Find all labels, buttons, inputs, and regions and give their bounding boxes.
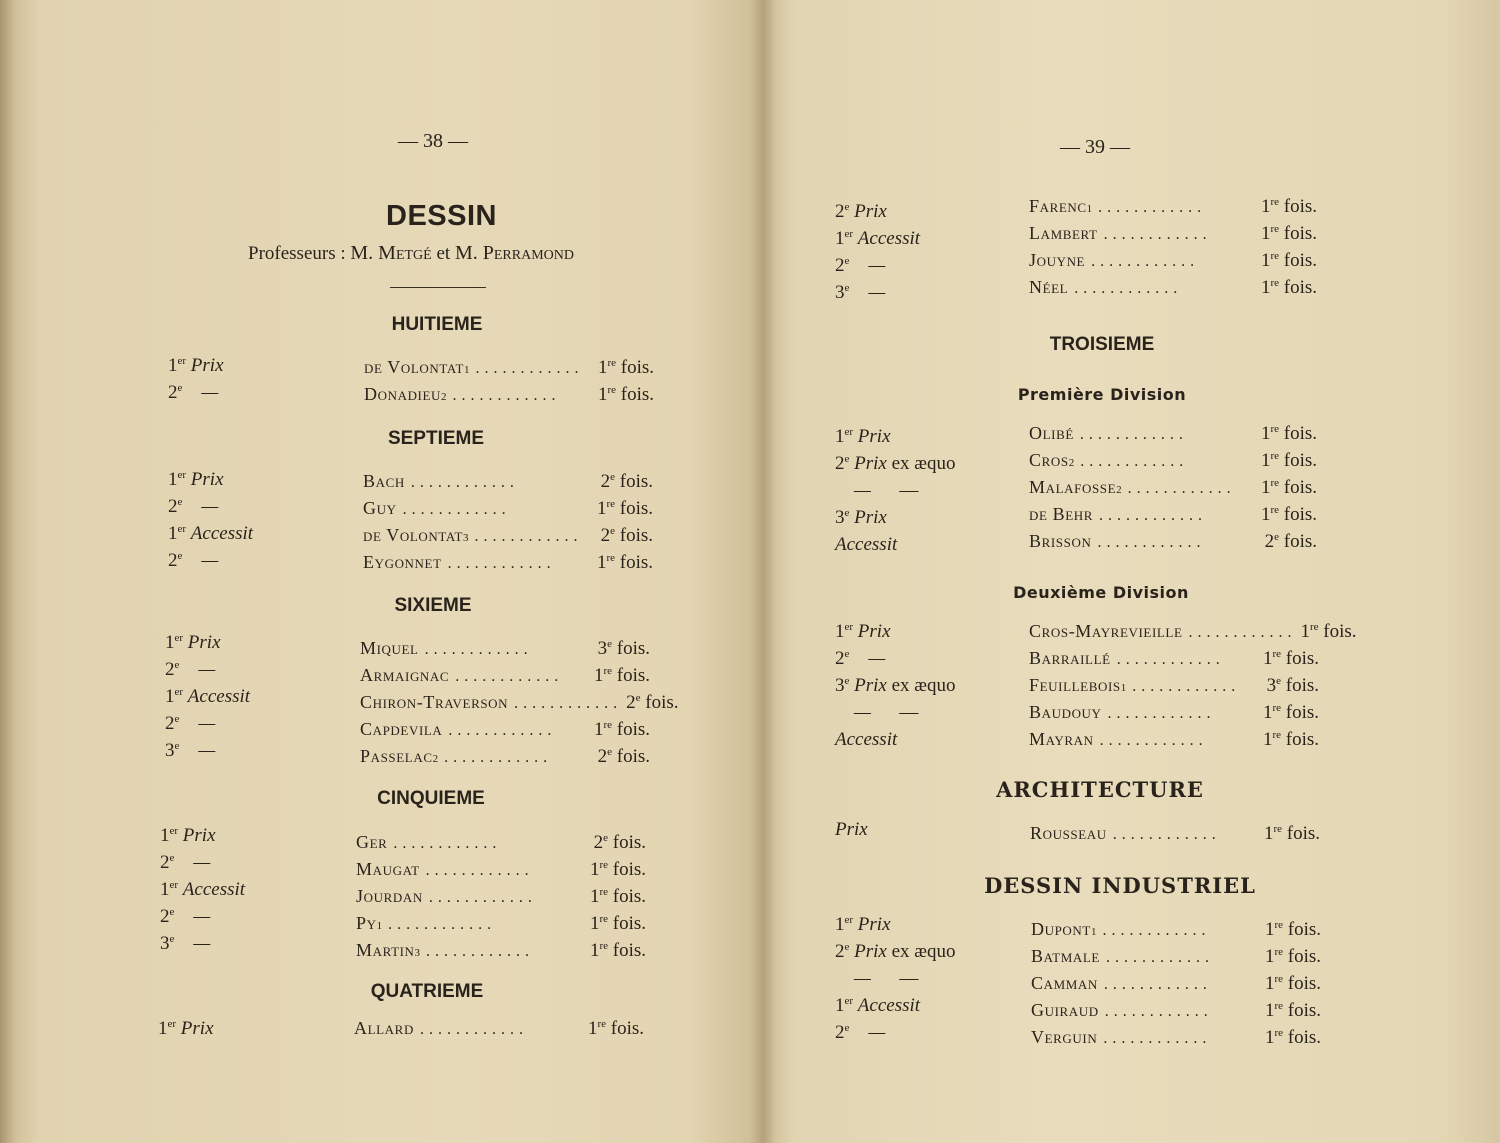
prize-label: Accessit	[835, 729, 898, 750]
list-item: Batmale ............ 1re fois.	[1031, 946, 1321, 967]
prize-label: — —	[854, 702, 919, 723]
names-column	[356, 829, 646, 964]
list-item: de Behr ............ 1re fois.	[1029, 504, 1317, 525]
divider	[390, 287, 486, 288]
list-item: Jouyne ............ 1re fois.	[1029, 250, 1317, 271]
names-column	[1029, 420, 1317, 555]
prize-label: 1er Prix	[835, 914, 891, 935]
prize-label: 2e —	[835, 255, 886, 276]
list-item: Py 1 ............ 1re fois.	[356, 913, 646, 934]
list-item: Barraillé ............ 1re fois.	[1029, 648, 1319, 669]
section-heading: QUATRIEME	[370, 981, 484, 1002]
list-item: Donadieu 2 ............ 1re fois.	[364, 384, 654, 405]
prize-label: 2e —	[160, 852, 211, 873]
section-heading: TROISIEME	[1049, 334, 1155, 355]
prize-label: 1er Accessit	[168, 523, 254, 544]
list-item: Miquel ............ 3e fois.	[360, 638, 650, 659]
list-item: Chiron-Traverson ............ 2e fois.	[360, 692, 679, 713]
list-item: Mayran ............ 1re fois.	[1029, 729, 1319, 750]
list-item: Lambert ............ 1re fois.	[1029, 223, 1317, 244]
section-heading: HUITIEME	[391, 314, 483, 335]
page-number: — 38 —	[398, 130, 468, 152]
prize-label: 2e Prix	[835, 201, 887, 222]
prize-label: 1er Prix	[168, 355, 224, 376]
prize-column	[835, 911, 1005, 1046]
division-heading: Deuxième Division	[1013, 583, 1189, 602]
names-column	[1029, 193, 1317, 301]
professor-name: M. Metgé	[350, 242, 432, 264]
names-column	[354, 1015, 644, 1042]
prize-label: 3e —	[160, 933, 211, 954]
list-item: Armaignac ............ 1re fois.	[360, 665, 650, 686]
prize-label: 1er Prix	[158, 1018, 214, 1039]
prize-label: 3e Prix	[835, 507, 887, 528]
prize-label: 2e —	[168, 550, 219, 571]
prize-label: 3e —	[165, 740, 216, 761]
list-item: Allard ............ 1re fois.	[354, 1018, 644, 1039]
right-page	[765, 0, 1500, 1143]
prize-column	[165, 629, 295, 764]
names-column	[1031, 916, 1321, 1051]
division-heading: Première Division	[1017, 385, 1187, 404]
list-item: Martin 3 ............ 1re fois.	[356, 940, 646, 961]
prize-column	[835, 423, 1005, 558]
prize-label: 2e Prix ex æquo	[835, 941, 956, 962]
prize-label: 2e —	[165, 713, 216, 734]
list-item: Ger ............ 2e fois.	[356, 832, 646, 853]
list-item: de Volontat 3 ............ 2e fois.	[363, 525, 653, 546]
list-item: Néel ............ 1re fois.	[1029, 277, 1317, 298]
section-heading: SIXIEME	[394, 595, 472, 616]
prize-label: 3e —	[835, 282, 886, 303]
prize-label: 1er Accessit	[835, 995, 921, 1016]
prize-column	[158, 1015, 288, 1042]
prize-label: Prix	[835, 819, 868, 840]
page-number: — 39 —	[1060, 136, 1130, 158]
list-item: Guy ............ 1re fois.	[363, 498, 653, 519]
professor-name: M. Perramond	[454, 242, 574, 264]
list-item: Rousseau ............ 1re fois.	[1030, 823, 1320, 844]
names-column	[364, 354, 654, 408]
list-item: Jourdan ............ 1re fois.	[356, 886, 646, 907]
prize-label: 1er Accessit	[835, 228, 921, 249]
prize-column	[168, 352, 288, 406]
prize-column	[160, 822, 290, 957]
prize-label: 2e —	[168, 496, 219, 517]
list-item: Passelac 2 ............ 2e fois.	[360, 746, 650, 767]
list-item: Malafosse 2 ............ 1re fois.	[1029, 477, 1317, 498]
professors-conjunction: et	[436, 243, 451, 264]
prize-column	[835, 198, 975, 306]
list-item: Cros-Mayrevieille ............ 1re fois.	[1029, 621, 1357, 642]
prize-label: 2e —	[835, 648, 886, 669]
section-heading: CINQUIEME	[377, 788, 485, 809]
prize-label: 1er Accessit	[160, 879, 246, 900]
list-item: Dupont 1 ............ 1re fois.	[1031, 919, 1321, 940]
section-heading: ARCHITECTURE	[996, 777, 1204, 802]
section-heading: DESSIN INDUSTRIEL	[984, 873, 1256, 898]
list-item: Baudouy ............ 1re fois.	[1029, 702, 1319, 723]
list-item: Olibé ............ 1re fois.	[1029, 423, 1317, 444]
list-item: Camman ............ 1re fois.	[1031, 973, 1321, 994]
prize-label: 2e Prix ex æquo	[835, 453, 956, 474]
prize-label: 2e —	[168, 382, 219, 403]
prize-label: 3e Prix ex æquo	[835, 675, 956, 696]
list-item: Verguin ............ 1re fois.	[1031, 1027, 1321, 1048]
list-item: Feuillebois 1 ............ 3e fois.	[1029, 675, 1319, 696]
list-item: de Volontat 1 ............ 1re fois.	[364, 357, 654, 378]
prize-label: Accessit	[835, 534, 898, 555]
names-column	[363, 468, 653, 576]
prize-column	[835, 816, 975, 843]
prize-label: 1er Prix	[165, 632, 221, 653]
prize-label: 2e —	[160, 906, 211, 927]
names-column	[1030, 820, 1320, 847]
prize-column	[168, 466, 298, 574]
names-column	[360, 635, 679, 770]
list-item: Farenc 1 ............ 1re fois.	[1029, 196, 1317, 217]
list-item: Maugat ............ 1re fois.	[356, 859, 646, 880]
list-item: Capdevila ............ 1re fois.	[360, 719, 650, 740]
names-column	[1029, 618, 1357, 753]
prize-label: — —	[854, 480, 919, 501]
prize-label: 1er Prix	[168, 469, 224, 490]
prize-label: 1er Prix	[835, 621, 891, 642]
page-title: DESSIN	[386, 200, 497, 232]
list-item: Eygonnet ............ 1re fois.	[363, 552, 653, 573]
prize-label: 1er Prix	[835, 426, 891, 447]
list-item: Guiraud ............ 1re fois.	[1031, 1000, 1321, 1021]
professors-line	[248, 242, 574, 265]
book-gutter	[750, 0, 776, 1143]
prize-label: — —	[854, 968, 919, 989]
prize-label: 2e —	[165, 659, 216, 680]
prize-label: 1er Accessit	[165, 686, 251, 707]
prize-column	[835, 618, 1005, 753]
list-item: Bach ............ 2e fois.	[363, 471, 653, 492]
professors-label: Professeurs :	[248, 243, 346, 264]
list-item: Brisson ............ 2e fois.	[1029, 531, 1317, 552]
section-heading: SEPTIEME	[387, 428, 485, 449]
list-item: Cros 2 ............ 1re fois.	[1029, 450, 1317, 471]
prize-label: 1er Prix	[160, 825, 216, 846]
prize-label: 2e —	[835, 1022, 886, 1043]
